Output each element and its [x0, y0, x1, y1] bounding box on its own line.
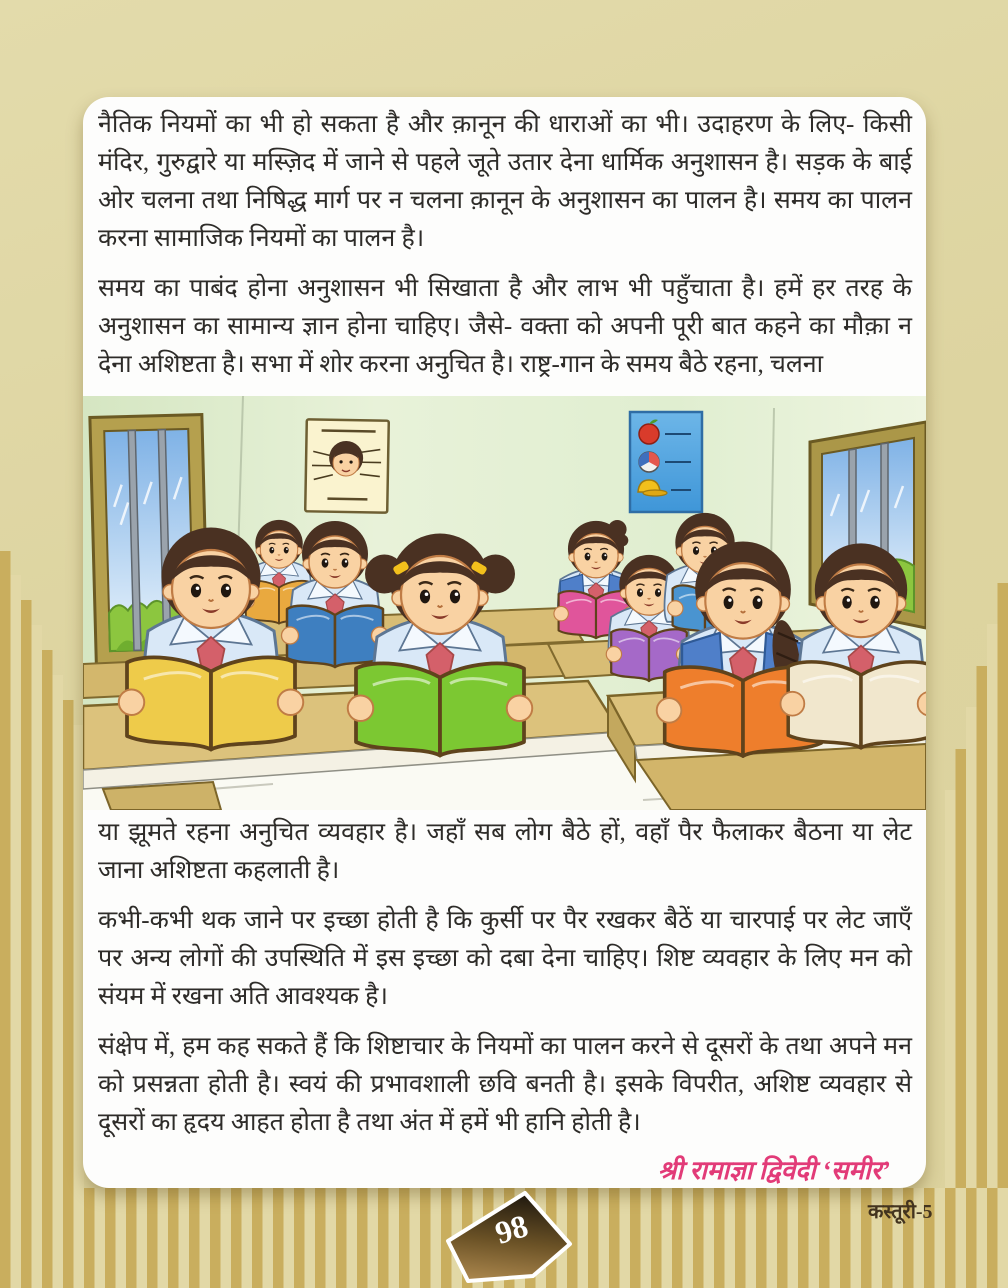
open-book: [781, 662, 927, 748]
body-paragraph-3: या झूमते रहना अनुचित व्यवहार है। जहाँ सब लोग बैठे हों, वहाँ पैर फैलाकर बैठना या लेट जाना अशिष्टता कहलाती है।: [98, 819, 912, 884]
book-title-label: कस्तूरी-5: [868, 1201, 933, 1223]
open-book: [282, 606, 389, 667]
author-attribution: श्री रामाज्ञा द्विवेदी ‘समीर’: [657, 1156, 890, 1185]
body-paragraph-2: समय का पाबंद होना अनुशासन भी सिखाता है और लाभ भी पहुँचाता है। हमें हर तरह के अनुशासन का सामान्य ज्ञान होना चाहिए। जैसे- वक्ता को अपनी पूरी बात कहने का मौक़ा न देना अशिष्टता है। सभा में शोर करना अनुचित है। राष्ट्र-गान के समय बैठे रहना, चलना: [98, 275, 912, 378]
text-block-bottom: [83, 810, 926, 1188]
classroom-illustration: [83, 396, 926, 810]
student: [348, 534, 533, 756]
page-number-badge: [430, 1186, 580, 1288]
content-card: [83, 97, 926, 1188]
body-paragraph-1: नैतिक नियमों का भी हो सकता है और क़ानून की धाराओं का भी। उदाहरण के लिए- किसी मंदिर, गुरुद्वारे या मस्ज़िद में जाने से पहले जूते उतार देना धार्मिक अनुशासन है। सड़क के बाई ओर चलना तथा निषिद्ध मार्ग पर न चलना क़ानून के अनुशासन का पालन है। समय का पालन करना सामाजिक नियमों का पालन है।: [98, 111, 912, 252]
decorative-stripes-left: [0, 551, 84, 1288]
page-number: 98: [490, 1207, 532, 1251]
body-paragraph-5: संक्षेप में, हम कह सकते हैं कि शिष्टाचार के नियमों का पालन करने से दूसरों के तथा अपने मन को प्रसन्नता होती है। स्वयं की प्रभावशाली छवि बनती है। इसके विपरीत, अशिष्ट व्यवहार से दूसरों का हृदय आहत होता है तथा अंत में हमें भी हानि होती है।: [98, 1033, 912, 1136]
open-book: [348, 663, 533, 755]
body-paragraph-4: कभी-कभी थक जाने पर इच्छा होती है कि कुर्सी पर पैर रखकर बैठें या चारपाई पर लेट जाएँ पर अन्य लोगों की उपस्थिति में इस इच्छा को दबा देना चाहिए। शिष्ट व्यवहार के लिए मन को संयम में रखना अति आवश्यक है।: [98, 907, 912, 1010]
decorative-stripes-right: [945, 583, 1008, 1288]
text-block-top: [83, 97, 926, 384]
poster-face-parts: [305, 419, 389, 512]
poster-objects: [630, 412, 702, 512]
open-book: [119, 657, 304, 749]
apple-icon: [639, 424, 659, 444]
